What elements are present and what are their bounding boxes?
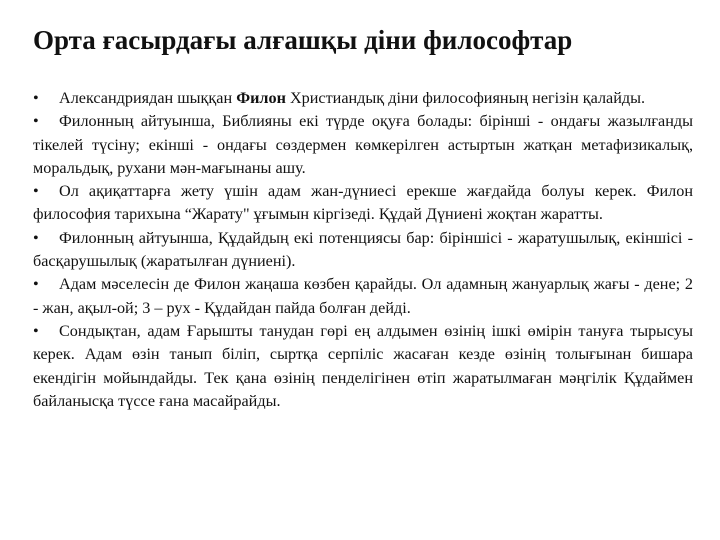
bullet-text: Адам мәселесін де Филон жаңаша көзбен қарайды. Ол адамның жануарлық жағы - дене; 2 - жан, ақыл-ой; 3 – рух - Құдайдан пайда болған дейді.	[33, 275, 693, 317]
bullet-item-5	[33, 273, 693, 320]
bullet-bold-name: Филон	[236, 89, 286, 107]
bullet-text: Александриядан шыққан	[59, 89, 237, 107]
bullet-item-4	[33, 227, 693, 274]
bullet-text: Ол ақиқаттарға жету үшін адам жан-дүниесі ерекше жағдайда болуы керек. Филон философия тарихына “Жарату" ұғымын кіргізеді. Құдай Дүниені жоқтан жаратты.	[33, 182, 693, 224]
bullet-text: Сондықтан, адам Ғарышты танудан гөрі ең алдымен өзінің ішкі өмірін тануға тырысуы керек. Адам өзін танып біліп, сыртқа серпіліс жасаған кезде өзінің толығынан бишара екендігін мойындайды. Тек қана өзінің пенделігінен өтіп жаратылмаған мәңгілік Құдаймен байланысқа түссе ғана масайрайды.	[33, 321, 693, 410]
bullet-item-2	[33, 110, 693, 180]
bullet-text: Христиандық діни философияның негізін қалайды.	[285, 89, 646, 107]
bullet-marker: •	[33, 182, 39, 201]
bullet-marker: •	[33, 89, 39, 107]
bullet-marker: •	[33, 275, 39, 294]
bullet-marker: •	[33, 112, 39, 131]
bullet-text: Филонның айтуынша, Библияны екі түрде оқуға болады: бірінші - ондағы жазылғанды тікелей түсіну; екінші - ондағы сөздермен көмкерілген астыртын жатқан метафизикалық, моральдық, рухани мән-мағынаны ашу.	[33, 112, 693, 177]
slide-title: Орта ғасырдағы алғашқы діни философтар	[33, 25, 573, 55]
bullet-marker: •	[33, 228, 39, 247]
bullet-item-3	[33, 180, 693, 227]
bullet-item-6	[33, 320, 693, 413]
bullet-item-1	[33, 87, 693, 110]
bullet-marker: •	[33, 321, 39, 340]
bullet-text: Филонның айтуынша, Құдайдың екі потенциясы бар: біріншісі - жаратушылық, екіншісі - басқарушылық (жаратылған дүниені).	[33, 228, 693, 271]
bullet-list	[33, 87, 693, 413]
